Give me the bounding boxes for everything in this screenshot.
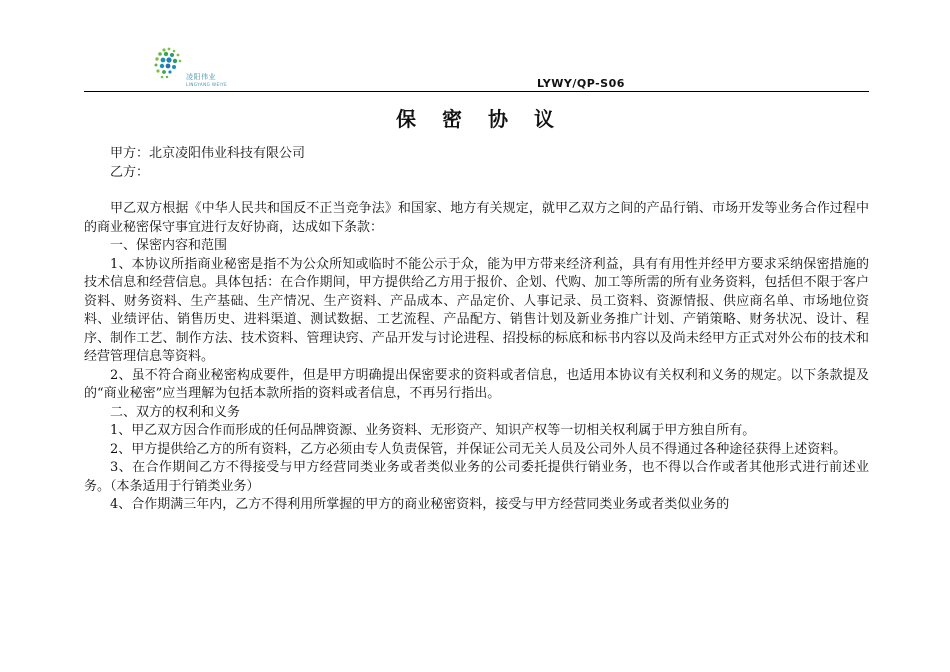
section-heading-2: 二、双方的权利和义务 [110, 404, 241, 420]
party-b: 乙方： [110, 164, 150, 180]
document-title: 保密协议 [396, 107, 580, 131]
clause-2-1: 1、甲乙双方因合作而形成的任何品牌资源、业务资料、无形资产、知识产权等一切相关权利属于甲方独自所有。 [110, 423, 756, 438]
document-body [84, 145, 869, 515]
section-heading-1: 一、保密内容和范围 [110, 238, 228, 253]
clause-2-2: 2、甲方提供给乙方的所有资料，乙方必须由专人负责保管，并保证公司无关人员及公司外人员不得通过各种途径获得上述资料。 [110, 441, 847, 457]
clause-1-2: 2、虽不符合商业秘密构成要件，但是甲方明确提出保密要求的资料或者信息，也适用本协议有关权利和义务的规定。以下条款提及的“商业秘密”应当理解为包括本款所指的资料或者信息，不再另行指出。 [84, 367, 869, 401]
clause-1-1: 1、本协议所指商业秘密是指不为公众所知或临时不能公示于众，能为甲方带来经济利益，具有有用性并经甲方要求采纳保密措施的技术信息和经营信息。具体包括：在合作期间，甲方提供给乙方用于报价、企划、代购、加工等所需的所有业务资料，包括但不限于客户资料、财务资料、生产基础、生产情况、生产资料、产品成本、产品定价、人事记录、员工资料、资源情报、供应商名单、市场地位资料、业绩评估、销售历史、进料渠道、测试数据、工艺流程、产品配方、销售计划及新业务推广计划、产销策略、财务状况、设计、程序、制作工艺、制作方法、技术资料、管理诀窍、产品开发与讨论进程、招投标的标底和标书内容以及尚未经甲方正式对外公布的技术和经营管理信息等资料。 [84, 256, 869, 364]
clause-2-4: 4、合作期满三年内，乙方不得利用所掌握的甲方的商业秘密资料，接受与甲方经营同类业务或者类似业务的 [110, 497, 730, 512]
preamble: 甲乙双方根据《中华人民共和国反不正当竞争法》和国家、地方有关规定，就甲乙双方之间的产品行销、市场开发等业务合作过程中的商业秘密保守事宜进行友好协商，达成如下条款： [84, 201, 869, 235]
header-divider [84, 91, 869, 92]
logo-text: 凌阳伟业 [186, 73, 216, 81]
clause-2-3: 3、在合作期间乙方不得接受与甲方经营同类业务或者类似业务的公司委托提供行销业务，也不得以合作或者其他形式进行前述业务。（本条适用于行销类业务） [84, 460, 869, 494]
logo-subtext: LINGYANG WEIYE [186, 82, 228, 87]
document-number: LYWY/QP-S06 [537, 77, 625, 90]
party-a: 甲方：北京凌阳伟业科技有限公司 [110, 146, 306, 161]
spacer [84, 182, 869, 200]
